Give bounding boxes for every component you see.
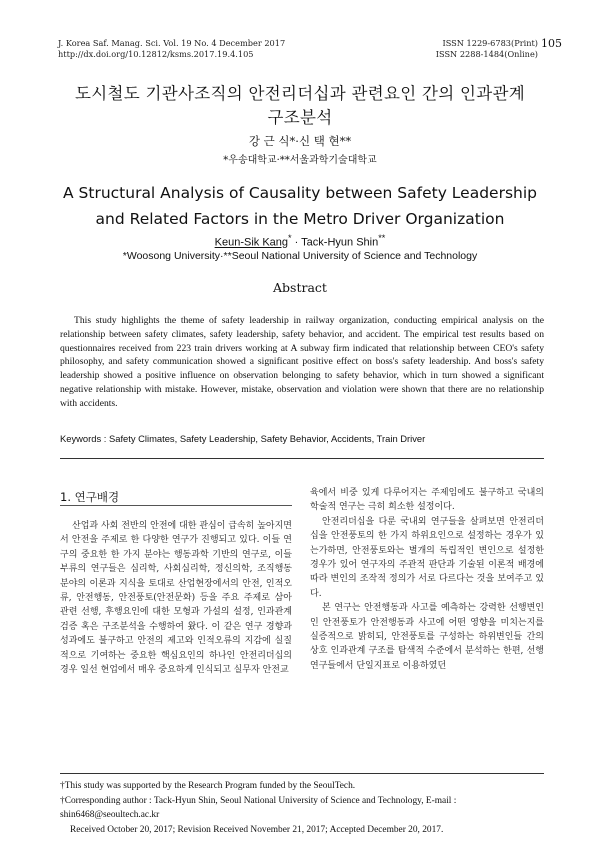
journal-citation: J. Korea Saf. Manag. Sci. Vol. 19 No. 4 December 2017 bbox=[58, 38, 286, 48]
issn-info bbox=[436, 38, 538, 60]
section-heading: 1. 연구배경 bbox=[60, 490, 120, 504]
keywords: Keywords : Safety Climates, Safety Leadership, Safety Behavior, Accidents, Train Driver bbox=[60, 433, 426, 444]
issn-print: ISSN 1229-6783(Print) bbox=[442, 38, 538, 48]
abstract-heading: Abstract bbox=[273, 280, 327, 295]
left-column bbox=[60, 519, 292, 677]
left-paragraph: 산업과 사회 전반의 안전에 대한 관심이 급속히 높아지면서 안전을 주제로 한 다양한 연구가 진행되고 있다. 이들 연구의 중요한 한 가지 분야는 행동과학 기반의 연구로, 이들 부류의 연구들은 심리학, 사회심리학, 정신의학, 조직행동 분야의 이론과 지식을 토대로 산업현장에서의 안전, 인적오류, 안전행동, 안전풍토(안전문화) 등을 주요 주제로 삼아 관련 선행, 후행요인에 대한 모형과 가설의 설정, 인과관계 검증 혹은 구조분석을 수행하여 왔다. 이 같은 연구 경향과 성과에도 불구하고 안전의 제고와 인적오류의 지감에 실질적으로 기여하는 중요한 핵심요인의 하나인 안전리더십의 경우 일선 현업에서 매우 중요하게 인식되고 실무자 안전교 bbox=[60, 521, 292, 676]
footnote-received-dates: Received October 20, 2017; Revision Received November 21, 2017; Accepted December 20, 2017. bbox=[70, 824, 444, 835]
footnote-corresponding: †Corresponding author : Tack-Hyun Shin, Seoul National University of Science and Technology, E-mail : shin6468@seoultech.ac.kr bbox=[60, 795, 457, 820]
english-title-line1: A Structural Analysis of Causality between Safety Leadership bbox=[63, 184, 537, 202]
section-underline bbox=[60, 505, 292, 506]
author-name-1: Keun-Sik Kang bbox=[214, 236, 289, 249]
issn-online: ISSN 2288-1484(Online) bbox=[435, 49, 538, 59]
english-authors bbox=[0, 233, 600, 249]
right-column bbox=[310, 486, 544, 673]
footnote-funding: †This study was supported by the Research Program funded by the SeoulTech. bbox=[60, 781, 356, 791]
author-mark-2: ** bbox=[378, 233, 386, 243]
author-mark-1: * bbox=[288, 233, 292, 243]
korean-affiliation: *우송대학교·**서울과학기술대학교 bbox=[223, 155, 377, 166]
korean-authors: 강 근 식*·신 택 현** bbox=[248, 134, 352, 148]
english-title-line2: and Related Factors in the Metro Driver Organization bbox=[95, 210, 505, 228]
abstract-body: This study highlights the theme of safety leadership in railway organization, conducting empirical analysis on the relationship between safety climates, safety leadership, safety behavior, and accident. The empirical test results based on questionnaires received from 223 train drivers working at A subway firm indicated that relationship between CEO's safety philosophy, and safety communication showed a significant positive effect on boss's safety leadership. And boss's safety leadership showed a positive influence on observation belonging to safety behavior, which in turn showed a significant negative relationship with mistake. However, mistake, observation and violation were shown that there are no relationship with accidents. bbox=[60, 315, 544, 409]
author-separator: · bbox=[291, 236, 302, 249]
right-paragraph-2: 안전리더십을 다룬 국내외 연구들을 살펴보면 안전리더십을 안전풍토의 한 가지 하위요인으로 설정하는 경우가 있는가하면, 안전풍토와는 별개의 독립적인 변인으로 설정한 경우가 있어 연구자의 주관적 판단과 기술된 이론적 배경에 따라 변인의 조작적 정의가 서로 다르다는 것을 보여주고 있다. bbox=[310, 516, 544, 599]
page-number: 105 bbox=[541, 37, 562, 50]
abstract-divider bbox=[60, 458, 544, 459]
right-paragraph-3: 본 연구는 안전행동과 사고를 예측하는 강력한 선행변인인 안전풍토가 안전행동과 사고에 어떤 영향을 미치는지를 실증적으로 밝히되, 안전풍토를 구성하는 하위변인들 간의 상호 인과관계 구조를 탐색적 수준에서 분석하는 한편, 선행연구들에서 단일지표로 이용하였던 bbox=[310, 603, 544, 671]
english-affiliation: *Woosong University·**Seoul National University of Science and Technology bbox=[122, 250, 478, 262]
footnotes bbox=[60, 779, 544, 837]
korean-title-line2: 구조분석 bbox=[267, 108, 333, 127]
korean-title-line1: 도시철도 기관사조직의 안전리더십과 관련요인 간의 인과관계 bbox=[75, 84, 525, 103]
doi-link[interactable]: http://dx.doi.org/10.12812/ksms.2017.19.4.105 bbox=[58, 49, 254, 59]
footnote-divider bbox=[60, 773, 544, 774]
right-paragraph-1: 육에서 비중 있게 다루어지는 주제임에도 불구하고 국내의 학술적 연구는 극히 희소한 설정이다. bbox=[310, 488, 544, 513]
korean-title bbox=[40, 82, 560, 130]
journal-info bbox=[58, 38, 285, 60]
english-title bbox=[30, 180, 570, 232]
author-name-2: Tack-Hyun Shin bbox=[301, 236, 379, 249]
